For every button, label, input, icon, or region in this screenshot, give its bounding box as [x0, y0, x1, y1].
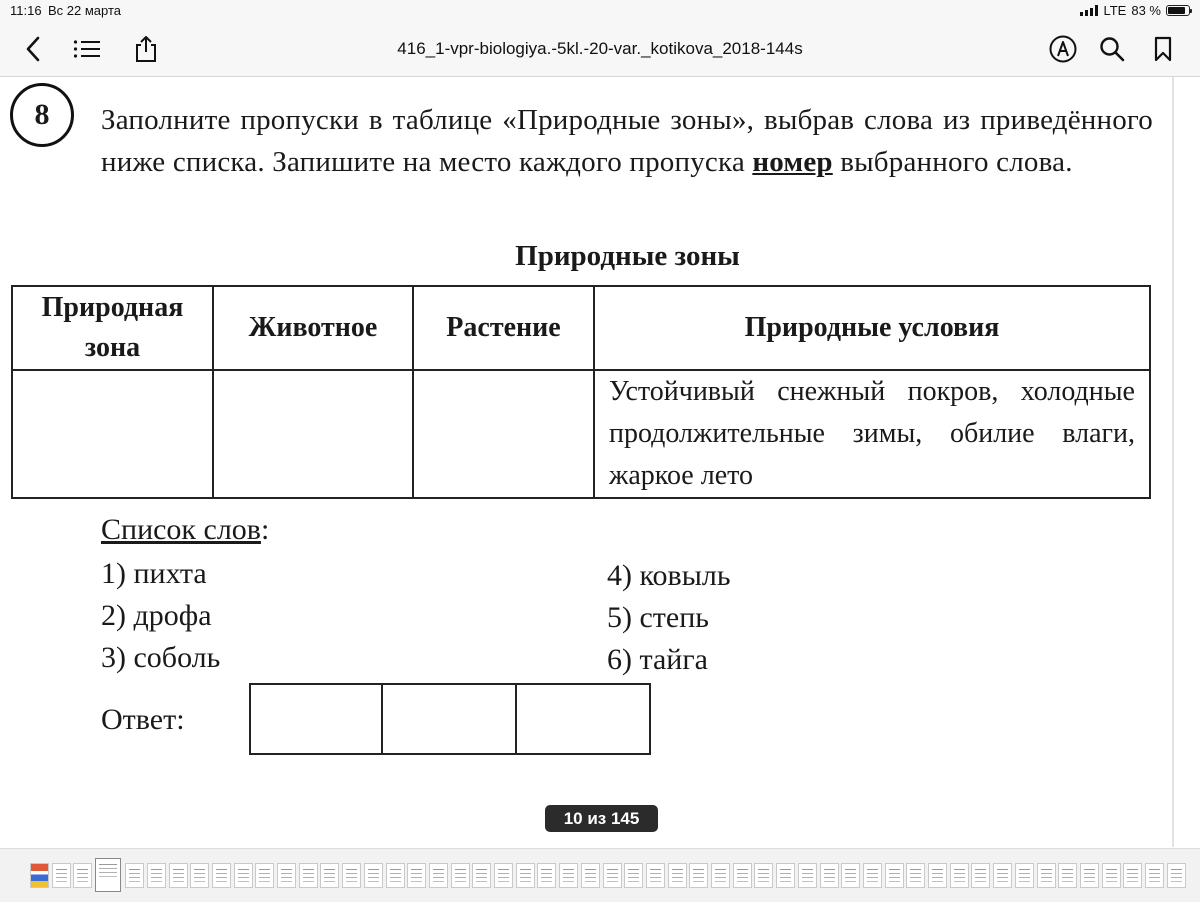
page-thumbnail[interactable]	[1015, 863, 1034, 888]
instruction-text-end: выбранного слова.	[840, 146, 1073, 178]
current-page-thumbnail[interactable]	[95, 858, 121, 892]
list-item: 4) ковыль	[607, 559, 731, 592]
table-header-cell: Животное	[213, 286, 413, 370]
table-header-cell: Природная зона	[12, 286, 213, 370]
page-thumbnail[interactable]	[125, 863, 144, 888]
page-thumbnail[interactable]	[776, 863, 795, 888]
answer-box	[381, 683, 517, 755]
table-header-row	[12, 286, 1150, 370]
natural-zones-table	[11, 285, 1151, 499]
page-thumbnail[interactable]	[624, 863, 643, 888]
page-thumbnail[interactable]	[668, 863, 687, 888]
table-cell	[12, 370, 213, 498]
page-thumbnail[interactable]	[52, 863, 71, 888]
signal-icon	[1080, 5, 1098, 16]
page-thumbnail[interactable]	[73, 863, 92, 888]
page-thumbnail[interactable]	[820, 863, 839, 888]
list-item: 2) дрофа	[101, 599, 212, 632]
word-list-title-colon: :	[260, 513, 270, 546]
table-header-cell: Природные условия	[594, 286, 1150, 370]
network-label: LTE	[1103, 3, 1127, 18]
page-thumbnail[interactable]	[277, 863, 296, 888]
bookmark-icon[interactable]	[1148, 34, 1178, 64]
page-thumbnail[interactable]	[603, 863, 622, 888]
word-list-title	[101, 513, 269, 547]
toolbar	[0, 22, 1200, 77]
page-thumbnail[interactable]	[212, 863, 231, 888]
page-thumbnail[interactable]	[993, 863, 1012, 888]
table-cell: Устойчивый снежный покров, холодные продолжительные зимы, обилие влаги, жаркое лето	[594, 370, 1150, 498]
word-list-column-2	[607, 555, 731, 681]
page-thumbnail[interactable]	[885, 863, 904, 888]
status-bar	[0, 0, 1200, 22]
answer-box	[249, 683, 383, 755]
page-thumbnail[interactable]	[190, 863, 209, 888]
page-thumbnail[interactable]	[429, 863, 448, 888]
page-thumbnail[interactable]	[1145, 863, 1164, 888]
pdf-page	[0, 77, 1174, 847]
page-thumbnail[interactable]	[711, 863, 730, 888]
list-item: 3) соболь	[101, 641, 221, 674]
search-icon[interactable]	[1097, 34, 1127, 64]
page-thumbnail[interactable]	[537, 863, 556, 888]
question-number: 8	[10, 83, 74, 147]
status-time: 11:16	[10, 3, 42, 18]
page-thumbnail[interactable]	[407, 863, 426, 888]
page-thumbnail[interactable]	[971, 863, 990, 888]
page-thumbnail[interactable]	[364, 863, 383, 888]
list-item: 1) пихта	[101, 557, 207, 590]
question-instruction	[101, 99, 1153, 183]
page-thumbnail[interactable]	[1167, 863, 1186, 888]
page-thumbnail[interactable]	[646, 863, 665, 888]
page-thumbnail[interactable]	[1058, 863, 1077, 888]
page-thumbnail[interactable]	[689, 863, 708, 888]
page-thumbnail[interactable]	[342, 863, 361, 888]
page-thumbnail[interactable]	[169, 863, 188, 888]
instruction-emphasis: номер	[752, 146, 833, 178]
page-thumbnail[interactable]	[1037, 863, 1056, 888]
status-right	[1080, 3, 1190, 18]
page-thumbnail[interactable]	[754, 863, 773, 888]
page-thumbnail[interactable]	[255, 863, 274, 888]
table-row	[12, 370, 1150, 498]
page-thumbnail[interactable]	[1080, 863, 1099, 888]
page-thumbnail[interactable]	[320, 863, 339, 888]
battery-percent: 83 %	[1131, 3, 1161, 18]
page-thumbnail[interactable]	[841, 863, 860, 888]
word-list-title-text: Список слов	[101, 513, 261, 546]
page-thumbnail[interactable]	[451, 863, 470, 888]
table-cell	[213, 370, 413, 498]
list-item: 6) тайга	[607, 643, 708, 676]
page-thumbnail-strip[interactable]	[0, 848, 1200, 902]
page-thumbnail[interactable]	[516, 863, 535, 888]
page-thumbnail[interactable]	[863, 863, 882, 888]
list-item: 5) степь	[607, 601, 709, 634]
page-thumbnail[interactable]	[494, 863, 513, 888]
page-thumbnail[interactable]	[234, 863, 253, 888]
word-list-column-1	[101, 553, 220, 679]
page-thumbnail[interactable]	[798, 863, 817, 888]
page-thumbnail[interactable]	[1102, 863, 1121, 888]
page-thumbnail[interactable]	[733, 863, 752, 888]
battery-icon	[1166, 5, 1190, 16]
page-thumbnail[interactable]	[30, 863, 49, 888]
page-indicator: 10 из 145	[545, 805, 658, 832]
answer-label: Ответ:	[101, 703, 185, 736]
page-thumbnail[interactable]	[472, 863, 491, 888]
table-title: Природные зоны	[515, 240, 740, 272]
status-date: Вс 22 марта	[48, 3, 122, 18]
page-thumbnail[interactable]	[386, 863, 405, 888]
page-thumbnail[interactable]	[906, 863, 925, 888]
page-thumbnail[interactable]	[299, 863, 318, 888]
markup-icon[interactable]	[1048, 34, 1078, 64]
page-thumbnail[interactable]	[950, 863, 969, 888]
page-thumbnail[interactable]	[147, 863, 166, 888]
page-thumbnail[interactable]	[928, 863, 947, 888]
document-title: 416_1-vpr-biologiya.-5kl.-20-var._kotikova_2018-144s	[397, 39, 803, 58]
table-cell	[413, 370, 594, 498]
page-thumbnail[interactable]	[1123, 863, 1142, 888]
page-thumbnail[interactable]	[581, 863, 600, 888]
instruction-text: Заполните пропуски в таблице «Природные зоны», выбрав слова из приведённого ниже списка. Запишите на место каждого пропуска	[101, 104, 1153, 178]
table-header-cell: Растение	[413, 286, 594, 370]
page-thumbnail[interactable]	[559, 863, 578, 888]
answer-box	[515, 683, 651, 755]
